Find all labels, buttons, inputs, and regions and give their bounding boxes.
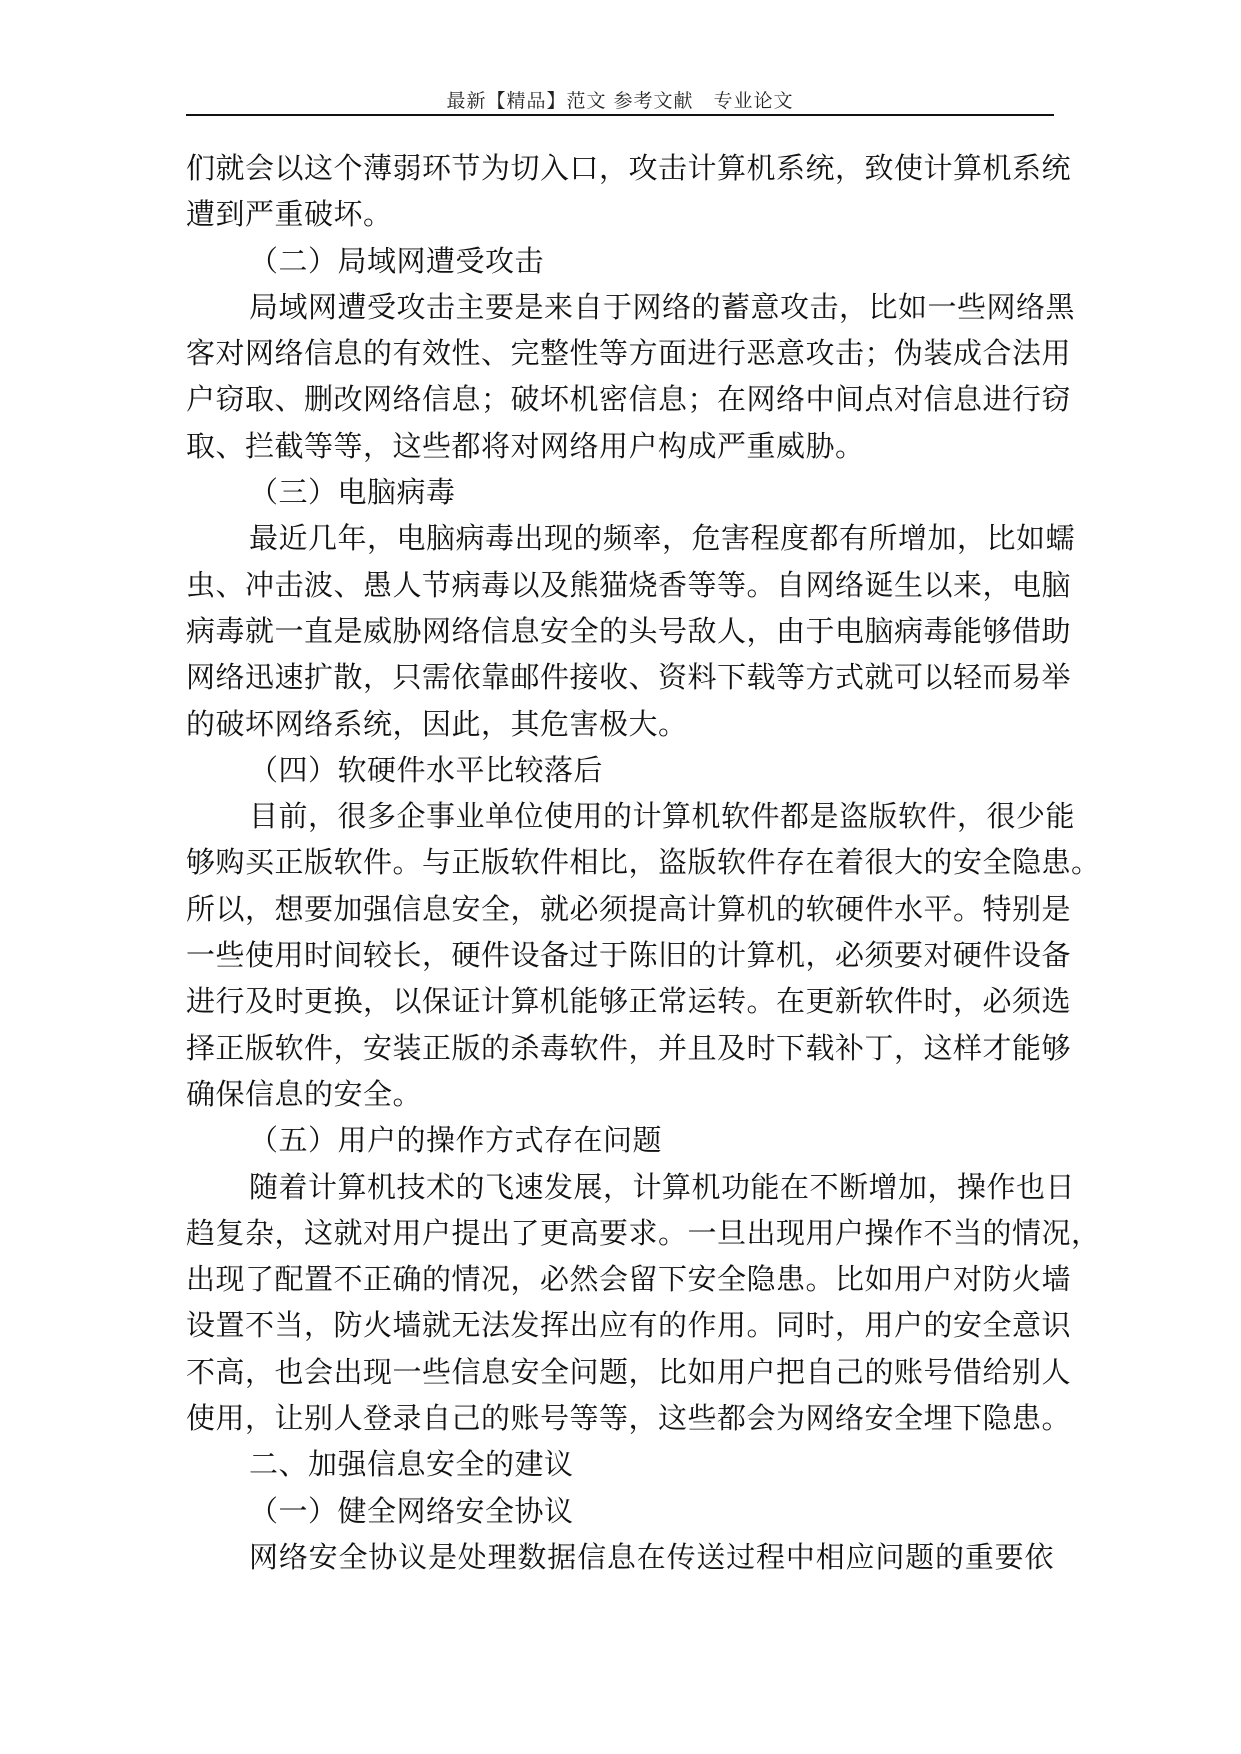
text-line: 遭到严重破坏。 <box>186 197 393 232</box>
text-line: 最近几年，电脑病毒出现的频率，危害程度都有所增加，比如蠕 <box>249 521 1076 556</box>
text-line: 确保信息的安全。 <box>186 1076 423 1111</box>
text-line: 出现了配置不正确的情况，必然会留下安全隐患。比如用户对防火墙 <box>186 1262 1072 1297</box>
text-line: 们就会以这个薄弱环节为切入口，攻击计算机系统，致使计算机系统 <box>186 151 1072 185</box>
text-line: 客对网络信息的有效性、完整性等方面进行恶意攻击；伪装成合法用 <box>186 336 1072 371</box>
header-rule <box>186 114 1054 116</box>
text-line: 趋复杂，这就对用户提出了更高要求。一旦出现用户操作不当的情况， <box>186 1215 1101 1250</box>
text-line: 局域网遭受攻击主要是来自于网络的蓄意攻击，比如一些网络黑 <box>249 289 1076 324</box>
text-line: 目前，很多企事业单位使用的计算机软件都是盗版软件，很少能 <box>249 799 1076 834</box>
section-heading: （五）用户的操作方式存在问题 <box>249 1123 663 1158</box>
text-line: 随着计算机技术的飞速发展，计算机功能在不断增加，操作也日 <box>249 1169 1076 1204</box>
text-line: 一些使用时间较长，硬件设备过于陈旧的计算机，必须要对硬件设备 <box>186 938 1072 973</box>
text-line: 户窃取、删改网络信息；破坏机密信息；在网络中间点对信息进行窃 <box>186 382 1072 417</box>
text-line: 取、拦截等等，这些都将对网络用户构成严重威胁。 <box>186 428 865 463</box>
body-text <box>186 145 1101 1580</box>
text-line: 够购买正版软件。与正版软件相比，盗版软件存在着很大的安全隐患。 <box>186 845 1101 880</box>
running-header: 最新【精品】范文 参考文献 专业论文 <box>446 90 794 112</box>
text-line: 网络安全协议是处理数据信息在传送过程中相应问题的重要依 <box>249 1539 1054 1574</box>
text-line: 的破坏网络系统，因此，其危害极大。 <box>186 706 688 741</box>
text-line: 病毒就一直是威胁网络信息安全的头号敌人，由于电脑病毒能够借助 <box>186 613 1072 648</box>
text-line: 所以，想要加强信息安全，就必须提高计算机的软硬件水平。特别是 <box>186 891 1072 926</box>
section-heading: （四）软硬件水平比较落后 <box>249 752 604 787</box>
text-line: 不高，也会出现一些信息安全问题，比如用户把自己的账号借给别人 <box>186 1354 1072 1389</box>
text-line: 设置不当，防火墙就无法发挥出应有的作用。同时，用户的安全意识 <box>186 1308 1072 1343</box>
section-heading: 二、加强信息安全的建议 <box>249 1447 574 1482</box>
section-heading: （一）健全网络安全协议 <box>249 1493 574 1528</box>
text-line: 进行及时更换，以保证计算机能够正常运转。在更新软件时，必须选 <box>186 984 1072 1019</box>
section-heading: （二）局域网遭受攻击 <box>249 243 545 278</box>
text-line: 网络迅速扩散，只需依靠邮件接收、资料下载等方式就可以轻而易举 <box>186 660 1072 695</box>
text-line: 虫、冲击波、愚人节病毒以及熊猫烧香等等。自网络诞生以来，电脑 <box>186 567 1072 602</box>
text-line: 择正版软件，安装正版的杀毒软件，并且及时下载补丁，这样才能够 <box>186 1030 1072 1065</box>
text-line: 使用，让别人登录自己的账号等等，这些都会为网络安全埋下隐患。 <box>186 1401 1072 1436</box>
section-heading: （三）电脑病毒 <box>249 475 456 510</box>
